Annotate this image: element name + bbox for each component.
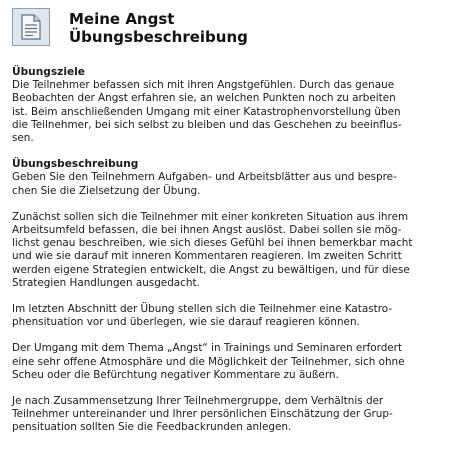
- document-body: [12, 66, 457, 435]
- paragraph-4: Der Umgang mit dem Thema „Angst“ in Trainings und Seminaren erfordert eine sehr offene Atmosphäre und die Möglichkeit der Teilnehmer, sich ohne Scheu oder die Befürchtung negativer Kommentare zu äußern.: [12, 342, 405, 381]
- section-heading-ziele: Übungsziele: [12, 66, 85, 78]
- paragraph-5: Je nach Zusammensetzung Ihrer Teilnehmergruppe, dem Verhältnis der Teilnehmer untereinander und Ihrer persönlichen Einschätzung der Grup- pensituation sollten Sie die Feedbackrunden anlegen.: [12, 395, 393, 434]
- title-line-1: Meine Angst: [69, 10, 175, 28]
- paragraph-3: Im letzten Abschnitt der Übung stellen sich die Teilnehmer eine Katastro- phensituation vor und überlegen, wie sie darauf reagieren können.: [12, 303, 393, 329]
- section-heading-beschreibung: Übungsbeschreibung: [12, 158, 139, 171]
- spacer: [12, 382, 457, 395]
- spacer: [12, 329, 457, 342]
- document-icon-graphic: [21, 14, 41, 40]
- title-line-2: Übungsbeschreibung: [69, 28, 248, 46]
- paragraph-1: Geben Sie den Teilnehmern Aufgaben- und Arbeitsblätter aus und bespre- chen Sie die Zielsetzung der Übung.: [12, 171, 397, 197]
- paragraph-2: Zunächst sollen sich die Teilnehmer mit einer konkreten Situation aus ihrem Arbeitsumfeld befassen, die bei ihnen Angst auslöst. Dabei sollen sie mög- lichst genau beschreiben, wie sich dieses Gefühl bei ihnen bemerkbar macht und wie sie darauf mit inneren Kommentaren reagieren. Im zweiten Schritt werden eigene Strategien entwickelt, die Angst zu bewältigen, und für diese Strategien Handlungen ausgedacht.: [12, 210, 413, 289]
- spacer: [12, 290, 457, 303]
- document-header: [12, 8, 457, 52]
- document-icon: [12, 8, 50, 46]
- page-title: [69, 10, 248, 46]
- spacer: [12, 198, 457, 211]
- spacer: [12, 145, 457, 158]
- ziele-text: Die Teilnehmer befassen sich mit ihren Angstgefühlen. Durch das genaue Beobachten der Angst erfahren sie, an welchen Punkten noch zu arbeiten ist. Beim anschließenden Umgang mit einer Katastrophenvorstellung üben die Teilnehmer, bei sich selbst zu bleiben und das Geschehen zu beeinflus- sen.: [12, 79, 402, 145]
